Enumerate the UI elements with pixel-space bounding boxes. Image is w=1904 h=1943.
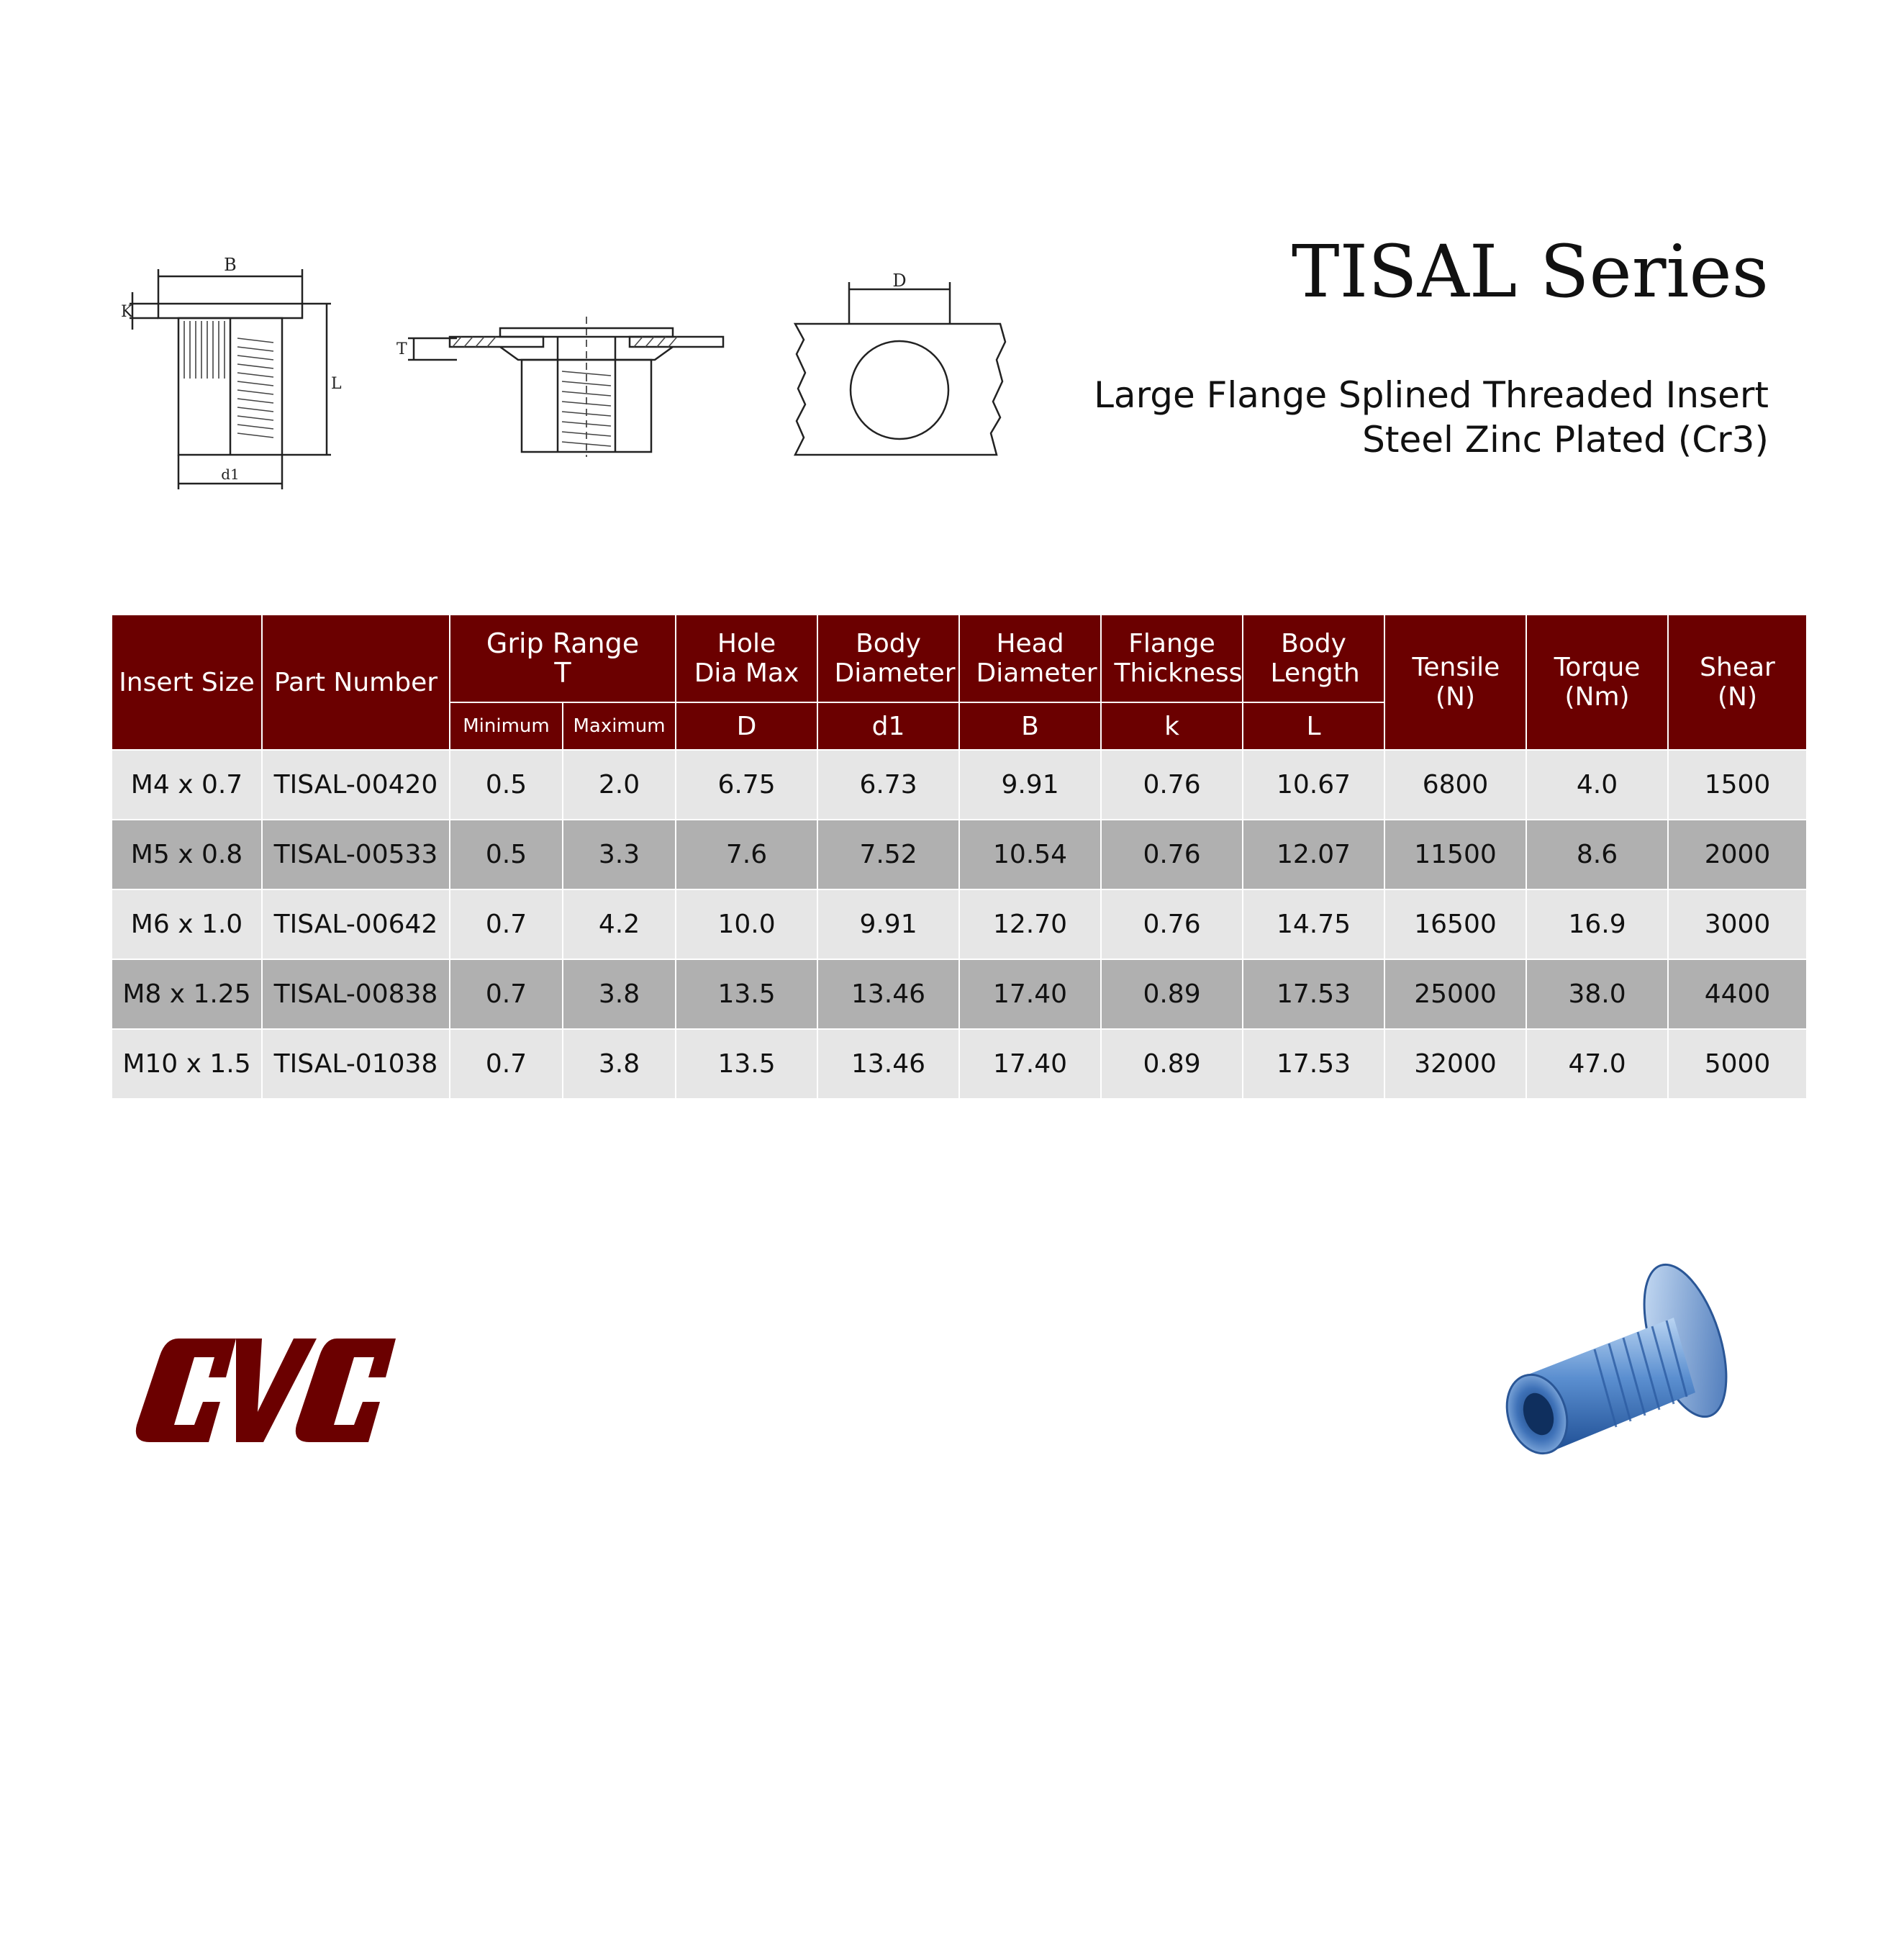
- cell-body-len: 17.53: [1243, 1029, 1384, 1099]
- cell-body-dia: 13.46: [817, 1029, 959, 1099]
- cell-flange: 0.89: [1101, 1029, 1243, 1099]
- cell-body-dia: 7.52: [817, 820, 959, 889]
- cell-body-dia: 6.73: [817, 750, 959, 820]
- col-insert-size: Insert Size: [112, 615, 262, 750]
- cell-insert-size: M5 x 0.8: [112, 820, 262, 889]
- symbol-d1: d1: [817, 702, 959, 750]
- installed-insert-drawing: [392, 302, 730, 471]
- cell-head-dia: 10.54: [959, 820, 1101, 889]
- cell-body-len: 12.07: [1243, 820, 1384, 889]
- grip-range-label: Grip Range: [486, 628, 640, 659]
- cell-grip-min: 0.5: [450, 750, 563, 820]
- cell-flange: 0.89: [1101, 959, 1243, 1029]
- label-t: T: [396, 340, 407, 358]
- cell-body-len: 14.75: [1243, 889, 1384, 959]
- cell-part-number: TISAL-00838: [262, 959, 450, 1029]
- specifications-table: [111, 614, 1808, 1100]
- col-grip-range: [450, 615, 676, 702]
- cell-grip-min: 0.7: [450, 889, 563, 959]
- cell-tensile: 16500: [1384, 889, 1526, 959]
- cvc-logo: [128, 1333, 402, 1448]
- hole-dia-label: Hole Dia Max: [694, 629, 799, 688]
- cell-tensile: 11500: [1384, 820, 1526, 889]
- head-dia-label: Head Diameter: [976, 629, 1097, 688]
- cell-grip-max: 3.8: [563, 959, 676, 1029]
- table-row: [112, 889, 1807, 959]
- cell-tensile: 6800: [1384, 750, 1526, 820]
- cell-grip-max: 3.3: [563, 820, 676, 889]
- cell-body-dia: 9.91: [817, 889, 959, 959]
- cell-part-number: TISAL-00642: [262, 889, 450, 959]
- cell-grip-max: 3.8: [563, 1029, 676, 1099]
- cell-torque: 8.6: [1526, 820, 1668, 889]
- col-shear: [1668, 615, 1807, 750]
- col-tensile: [1384, 615, 1526, 750]
- cell-shear: 2000: [1668, 820, 1807, 889]
- cell-insert-size: M6 x 1.0: [112, 889, 262, 959]
- col-part-number: Part Number: [262, 615, 450, 750]
- cell-grip-max: 4.2: [563, 889, 676, 959]
- cell-part-number: TISAL-00420: [262, 750, 450, 820]
- label-b: B: [224, 255, 237, 275]
- cell-hole-dia: 6.75: [676, 750, 817, 820]
- flange-label: Flange Thickness: [1114, 629, 1243, 688]
- label-k: K: [121, 303, 133, 321]
- label-d1: d1: [221, 466, 240, 483]
- symbol-d: D: [676, 702, 817, 750]
- cell-part-number: TISAL-00533: [262, 820, 450, 889]
- cell-body-len: 10.67: [1243, 750, 1384, 820]
- cell-head-dia: 9.91: [959, 750, 1101, 820]
- product-photo: [1472, 1249, 1782, 1508]
- cell-body-dia: 13.46: [817, 959, 959, 1029]
- col-grip-minimum: Minimum: [450, 702, 563, 750]
- symbol-k: k: [1101, 702, 1243, 750]
- subtitle-line-1: Large Flange Splined Threaded Insert: [1094, 374, 1769, 416]
- cell-head-dia: 12.70: [959, 889, 1101, 959]
- cell-flange: 0.76: [1101, 889, 1243, 959]
- label-d: D: [892, 273, 907, 291]
- body-dia-label: Body Diameter: [834, 629, 956, 688]
- header-row-main: [112, 615, 1807, 702]
- hole-diameter-drawing: [788, 273, 1018, 461]
- cell-grip-min: 0.5: [450, 820, 563, 889]
- cell-shear: 4400: [1668, 959, 1807, 1029]
- table-row: [112, 959, 1807, 1029]
- cell-torque: 4.0: [1526, 750, 1668, 820]
- table-row: [112, 750, 1807, 820]
- col-hole-dia: [676, 615, 817, 702]
- cell-tensile: 32000: [1384, 1029, 1526, 1099]
- cell-body-len: 17.53: [1243, 959, 1384, 1029]
- col-torque: [1526, 615, 1668, 750]
- shear-label: Shear (N): [1700, 653, 1775, 712]
- insert-section-drawing: [115, 252, 353, 497]
- cell-insert-size: M10 x 1.5: [112, 1029, 262, 1099]
- tensile-label: Tensile (N): [1412, 653, 1500, 712]
- cell-grip-min: 0.7: [450, 1029, 563, 1099]
- cell-torque: 16.9: [1526, 889, 1668, 959]
- cell-grip-max: 2.0: [563, 750, 676, 820]
- cell-shear: 3000: [1668, 889, 1807, 959]
- col-flange-thickness: [1101, 615, 1243, 702]
- col-head-diameter: [959, 615, 1101, 702]
- grip-range-symbol: T: [554, 657, 571, 689]
- symbol-l: L: [1243, 702, 1384, 750]
- cell-torque: 38.0: [1526, 959, 1668, 1029]
- cell-hole-dia: 7.6: [676, 820, 817, 889]
- body-len-label: Body Length: [1270, 629, 1360, 688]
- col-body-length: [1243, 615, 1384, 702]
- subtitle-line-2: Steel Zinc Plated (Cr3): [1362, 419, 1769, 461]
- cell-flange: 0.76: [1101, 820, 1243, 889]
- cell-hole-dia: 13.5: [676, 959, 817, 1029]
- symbol-b: B: [959, 702, 1101, 750]
- cell-insert-size: M8 x 1.25: [112, 959, 262, 1029]
- label-l: L: [331, 375, 342, 393]
- cell-hole-dia: 13.5: [676, 1029, 817, 1099]
- cell-insert-size: M4 x 0.7: [112, 750, 262, 820]
- col-body-diameter: [817, 615, 959, 702]
- table-row: [112, 820, 1807, 889]
- torque-label: Torque (Nm): [1554, 653, 1641, 712]
- cell-hole-dia: 10.0: [676, 889, 817, 959]
- cell-head-dia: 17.40: [959, 1029, 1101, 1099]
- cell-shear: 1500: [1668, 750, 1807, 820]
- cell-shear: 5000: [1668, 1029, 1807, 1099]
- cell-tensile: 25000: [1384, 959, 1526, 1029]
- col-grip-maximum: Maximum: [563, 702, 676, 750]
- cell-grip-min: 0.7: [450, 959, 563, 1029]
- table-row: [112, 1029, 1807, 1099]
- cell-part-number: TISAL-01038: [262, 1029, 450, 1099]
- cell-head-dia: 17.40: [959, 959, 1101, 1029]
- product-subtitle: [1094, 373, 1769, 462]
- cell-flange: 0.76: [1101, 750, 1243, 820]
- cell-torque: 47.0: [1526, 1029, 1668, 1099]
- page-title: TISAL Series: [1291, 230, 1769, 314]
